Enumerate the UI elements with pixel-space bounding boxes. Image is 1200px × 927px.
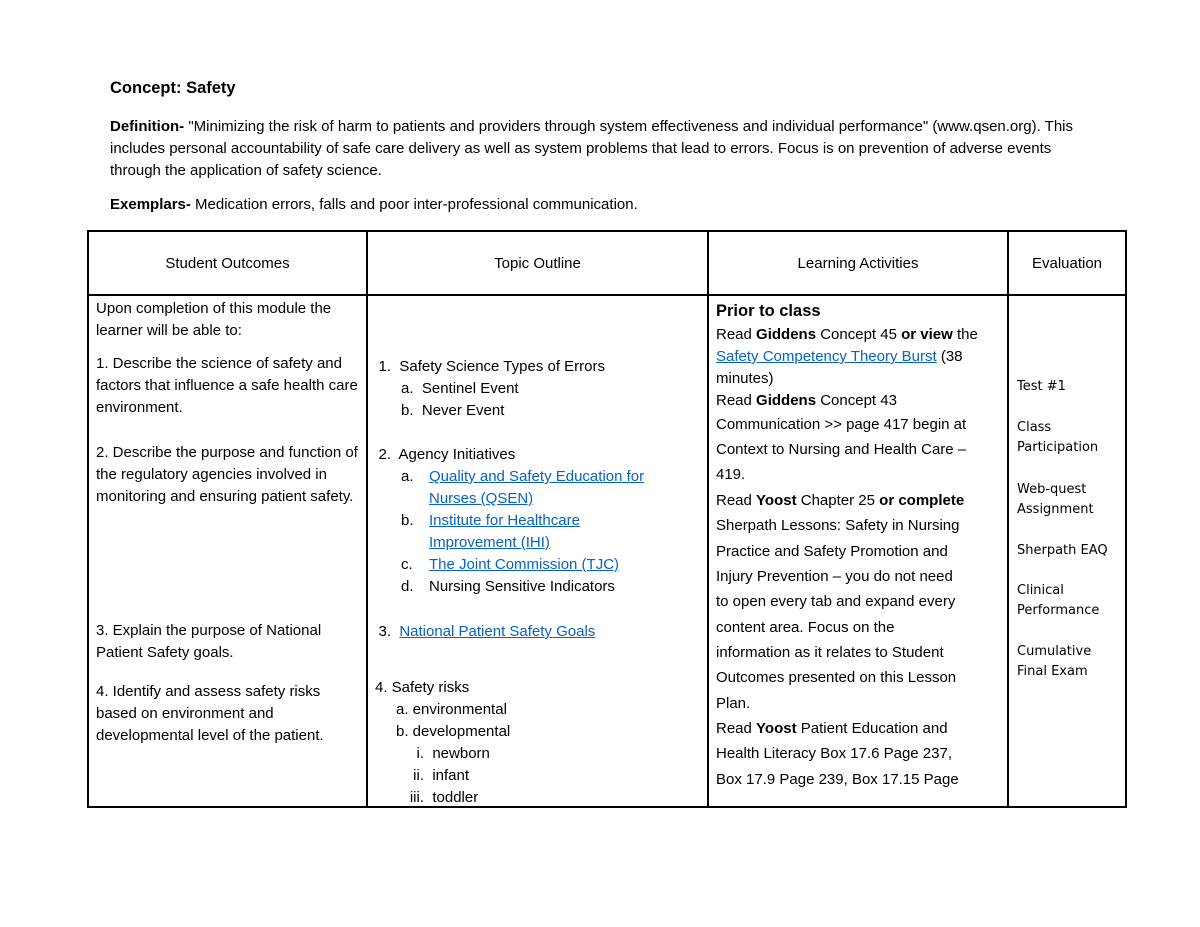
ihi-link[interactable]: Institute for Healthcare xyxy=(429,512,580,529)
header-student-outcomes: Student Outcomes xyxy=(88,231,367,295)
topic-2d: Nursing Sensitive Indicators xyxy=(429,578,615,595)
activity-line: content area. Focus on the xyxy=(716,619,895,636)
topic-4: 4. Safety risks xyxy=(375,679,470,696)
header-topic-outline: Topic Outline xyxy=(367,231,708,295)
topics-cell xyxy=(367,295,708,807)
outcome-item: 1. Describe the science of safety and factors that influence a safe health care environment. xyxy=(96,355,358,416)
activity-line: Read Yoost Chapter 25 or complete xyxy=(716,492,965,509)
evaluation-item: Cumulative Final Exam xyxy=(1017,644,1092,679)
topic-3: 3. National Patient Safety Goals xyxy=(378,623,596,640)
topic-2a-marker: a. xyxy=(401,468,414,485)
concept-title: Concept: Safety xyxy=(110,79,236,97)
evaluation-item: Web-quest Assignment xyxy=(1017,482,1094,517)
evaluation-item: Class Participation xyxy=(1017,420,1099,455)
activity-line: Context to Nursing and Health Care – xyxy=(716,441,967,458)
lesson-plan-table xyxy=(87,230,1127,808)
ihi-link-cont[interactable]: Improvement (IHI) xyxy=(429,534,550,551)
topic-4b-i: i. newborn xyxy=(416,745,490,762)
outcomes-cell xyxy=(88,295,367,807)
activities-cell xyxy=(708,295,1008,807)
qsen-link-cont[interactable]: Nurses (QSEN) xyxy=(429,490,534,507)
activity-line: Injury Prevention – you do not need xyxy=(716,568,953,585)
exemplars-paragraph xyxy=(110,194,1100,216)
activity-line: 419. xyxy=(716,466,746,483)
activity-line: Communication >> page 417 begin at xyxy=(716,416,967,433)
outcome-item: 2. Describe the purpose and function of the regulatory agencies involved in monitoring and ensuring patient safety. xyxy=(96,444,358,505)
npsg-link[interactable]: National Patient Safety Goals xyxy=(399,623,596,640)
activity-line: Sherpath Lessons: Safety in Nursing xyxy=(716,517,960,534)
topic-1a: a. Sentinel Event xyxy=(401,380,519,397)
definition-label: Definition- xyxy=(110,118,185,135)
activity-line: Read Giddens Concept 45 or view the xyxy=(716,326,978,343)
exemplars-text: Medication errors, falls and poor inter-professional communication. xyxy=(190,196,638,213)
safety-competency-link[interactable]: Safety Competency Theory Burst xyxy=(716,348,937,365)
table-body-row xyxy=(88,295,1126,807)
evaluation-item: Test #1 xyxy=(1017,379,1066,394)
activity-line: to open every tab and expand every xyxy=(716,593,956,610)
qsen-link[interactable]: Quality and Safety Education for xyxy=(429,468,645,485)
definition-text: "Minimizing the risk of harm to patients and providers through system effectiveness and individual performance" (www.qsen.org). This includes personal accountability of safe care delivery as well as system problems that lead to errors. Focus is on prevention of adverse events through the application of safety science. xyxy=(110,118,1073,179)
definition-paragraph xyxy=(110,116,1100,182)
activity-line: Practice and Safety Promotion and xyxy=(716,543,948,560)
topic-2d-marker: d. xyxy=(401,578,414,595)
activity-line: minutes) xyxy=(716,370,774,387)
activity-line: Safety Competency Theory Burst (38 xyxy=(716,348,963,365)
header-evaluation: Evaluation xyxy=(1008,231,1126,295)
evaluation-item: Clinical Performance xyxy=(1017,583,1100,618)
topic-2b-marker: b. xyxy=(401,512,414,529)
topic-4b-iii: iii. toddler xyxy=(409,789,479,806)
prior-to-class-heading: Prior to class xyxy=(716,302,821,320)
activity-line: Box 17.9 Page 239, Box 17.15 Page xyxy=(716,771,959,788)
evaluation-item: Sherpath EAQ xyxy=(1017,543,1108,558)
table-header-row xyxy=(88,231,1126,295)
activity-line: Read Giddens Concept 43 xyxy=(716,392,897,409)
topic-1b: b. Never Event xyxy=(401,402,505,419)
outcomes-intro: Upon completion of this module the learner will be able to: xyxy=(96,300,332,339)
topic-2c-marker: c. xyxy=(401,556,413,573)
topic-1: 1. Safety Science Types of Errors xyxy=(378,358,605,375)
activity-line: Health Literacy Box 17.6 Page 237, xyxy=(716,745,952,762)
activity-line: Outcomes presented on this Lesson xyxy=(716,669,957,686)
outcome-item: 3. Explain the purpose of National Patient Safety goals. xyxy=(96,622,322,661)
topic-4b-ii: ii. infant xyxy=(413,767,470,784)
activity-line: Read Yoost Patient Education and xyxy=(716,720,948,737)
activity-line: information as it relates to Student xyxy=(716,644,944,661)
evaluation-cell xyxy=(1008,295,1126,807)
topic-2: 2. Agency Initiatives xyxy=(378,446,516,463)
exemplars-label: Exemplars- xyxy=(110,196,191,213)
activity-line: Plan. xyxy=(716,695,751,712)
header-learning-activities: Learning Activities xyxy=(708,231,1008,295)
topic-4a: a. environmental xyxy=(396,701,507,718)
tjc-link[interactable]: The Joint Commission (TJC) xyxy=(429,556,620,573)
topic-4b: b. developmental xyxy=(396,723,511,740)
outcome-item: 4. Identify and assess safety risks based on environment and developmental level of the patient. xyxy=(96,683,324,744)
